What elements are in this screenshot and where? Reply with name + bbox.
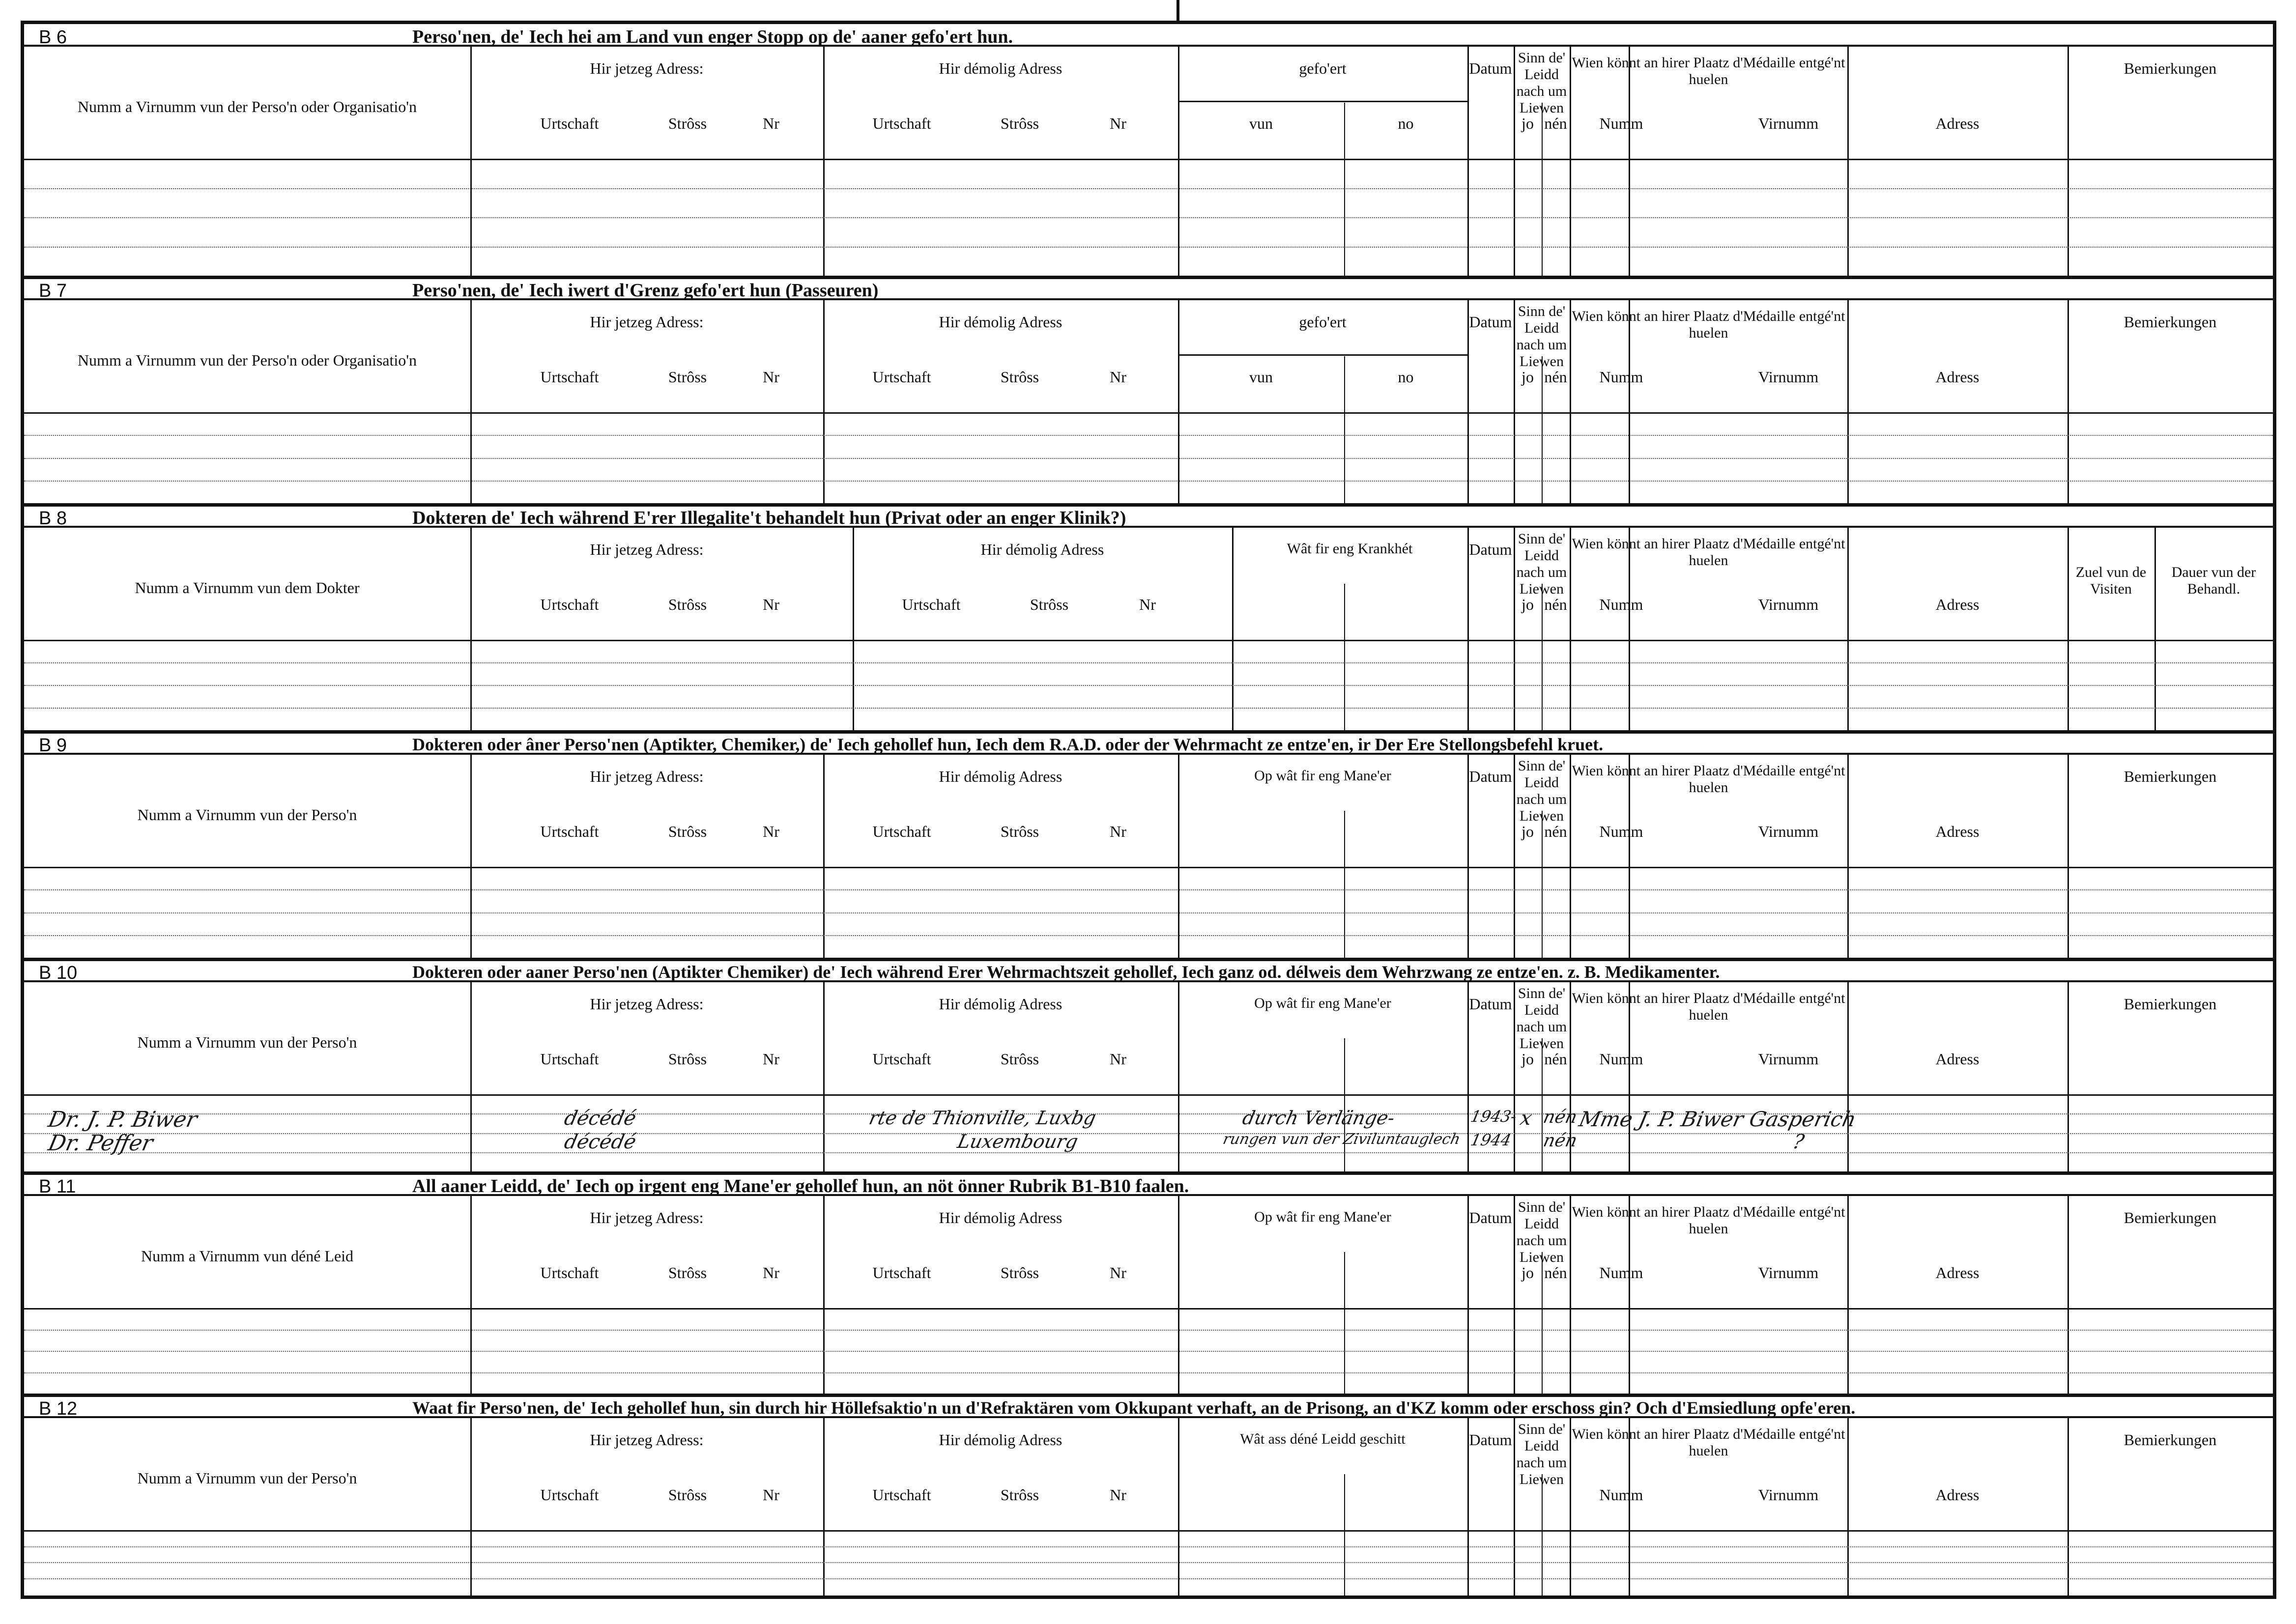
- questionnaire-form: [21, 21, 2276, 1599]
- sub-header-numm: Numm: [1599, 596, 1643, 613]
- column-header-middle: Op wât fir eng Mane'er: [1254, 768, 1391, 784]
- column-header-medal-recipient: Wien könnt an hirer Plaatz d'Médaille entgé'nt huelen: [1572, 1204, 1845, 1237]
- dotted-entry-line: [24, 708, 2273, 709]
- column-divider: [1344, 584, 1345, 732]
- section-code: B 6: [39, 27, 67, 48]
- column-divider: [1232, 528, 1234, 732]
- column-header-name: Numm a Virnumm vun der Perso'n oder Organisatio'n: [77, 351, 417, 369]
- section-b7: [24, 278, 2273, 505]
- dotted-entry-line: [24, 188, 2273, 189]
- column-header-remarks: Bemierkungen: [2124, 313, 2217, 331]
- column-divider: [470, 47, 472, 278]
- sub-header-numm: Numm: [1599, 368, 1643, 386]
- handwritten-date-2: 1944: [1468, 1131, 1513, 1149]
- sub-header-nr: Nr: [1110, 114, 1126, 132]
- sub-header-jo: jo: [1521, 1050, 1534, 1068]
- dotted-entry-line: [24, 1133, 2273, 1134]
- column-header-name: Numm a Virnumm vun der Perso'n: [137, 1469, 357, 1487]
- column-header-remarks: Bemierkungen: [2124, 768, 2217, 785]
- sub-header-adress: Adress: [1935, 1050, 1980, 1068]
- column-divider: [1178, 47, 1179, 278]
- sub-header-urtschaft: Urtschaft: [540, 1486, 599, 1504]
- sub-header-virnumm: Virnumm: [1758, 114, 1819, 132]
- dotted-entry-line: [24, 935, 2273, 936]
- column-header-transport: gefo'ert: [1299, 313, 1347, 331]
- sub-header-adress: Adress: [1935, 368, 1980, 386]
- column-header-datum: Datum: [1469, 1209, 1512, 1226]
- column-divider: [1344, 1252, 1345, 1396]
- sub-header-virnumm: Virnumm: [1758, 823, 1819, 840]
- dotted-entry-line: [24, 662, 2273, 663]
- sub-header-nen: nén: [1544, 368, 1567, 386]
- column-header-current-address: Hir jetzeg Adress:: [590, 1209, 704, 1226]
- sub-header-stross: Strôss: [668, 368, 707, 386]
- handwritten-former-address-1: rte de Thionville, Luxbg: [867, 1107, 1098, 1129]
- sub-header-virnumm: Virnumm: [1758, 368, 1819, 386]
- sub-header-nr: Nr: [763, 1264, 779, 1282]
- column-header-alive: Sinn de' Leidd nach um Liewen: [1516, 758, 1567, 824]
- top-fold-mark: [1177, 0, 1179, 23]
- row-divider: [24, 640, 2273, 641]
- column-divider: [1344, 1474, 1345, 1596]
- column-header-remarks: Bemierkungen: [2124, 995, 2217, 1013]
- column-header-medal-recipient: Wien könnt an hirer Plaatz d'Médaille entgé'nt huelen: [1572, 763, 1845, 796]
- handwritten-alive-jo-1: x: [1518, 1107, 1534, 1130]
- sub-header-numm: Numm: [1599, 114, 1643, 132]
- sub-header-nr: Nr: [1110, 1486, 1126, 1504]
- sub-header-nen: nén: [1544, 823, 1567, 840]
- sub-header-adress: Adress: [1935, 1264, 1980, 1282]
- sub-header-stross: Strôss: [668, 823, 707, 840]
- section-header: [24, 24, 2273, 47]
- column-header-current-address: Hir jetzeg Adress:: [590, 995, 704, 1013]
- section-header: [24, 960, 2273, 982]
- sub-header-no: no: [1398, 368, 1414, 386]
- column-divider: [2067, 528, 2069, 732]
- sub-header-nr: Nr: [1110, 823, 1126, 840]
- handwritten-date-1: 1943-: [1468, 1107, 1519, 1126]
- column-header-medal-recipient: Wien könnt an hirer Plaatz d'Médaille entgé'nt huelen: [1572, 536, 1845, 569]
- sub-header-urtschaft: Urtschaft: [902, 596, 961, 613]
- column-header-alive: Sinn de' Leidd nach um Liewen: [1516, 1421, 1567, 1487]
- sub-header-jo: jo: [1521, 1264, 1534, 1282]
- column-divider: [1344, 811, 1345, 960]
- row-divider: [24, 159, 2273, 160]
- sub-header-stross: Strôss: [668, 1486, 707, 1504]
- column-header-former-address: Hir démolig Adress: [939, 313, 1062, 331]
- sub-header-stross: Strôss: [1030, 596, 1069, 613]
- sub-header-nen: nén: [1544, 114, 1567, 132]
- column-header-remarks: Bemierkungen: [2124, 1209, 2217, 1226]
- sub-header-nr: Nr: [763, 1050, 779, 1068]
- sub-header-urtschaft: Urtschaft: [540, 1264, 599, 1282]
- sub-header-urtschaft: Urtschaft: [872, 114, 931, 132]
- column-header-alive: Sinn de' Leidd nach um Liewen: [1516, 1199, 1567, 1265]
- column-header-former-address: Hir démolig Adress: [939, 995, 1062, 1013]
- dotted-entry-line: [24, 217, 2273, 218]
- column-header-alive: Sinn de' Leidd nach um Liewen: [1516, 50, 1567, 116]
- dotted-entry-line: [24, 1578, 2273, 1579]
- column-header-former-address: Hir démolig Adress: [939, 1431, 1062, 1449]
- section-b6: [24, 24, 2273, 278]
- column-header-former-address: Hir démolig Adress: [980, 541, 1104, 558]
- sub-header-urtschaft: Urtschaft: [540, 596, 599, 613]
- column-header-name: Numm a Virnumm vun dem Dokter: [135, 579, 360, 597]
- column-header-alive: Sinn de' Leidd nach um Liewen: [1516, 303, 1567, 370]
- column-header-name: Numm a Virnumm vun der Perso'n: [137, 1033, 357, 1051]
- sub-header-jo: jo: [1521, 368, 1534, 386]
- column-header-current-address: Hir jetzeg Adress:: [590, 541, 704, 558]
- sub-header-stross: Strôss: [1000, 1264, 1039, 1282]
- column-header-middle: Wât fir eng Krankhét: [1287, 541, 1413, 557]
- column-divider: [1178, 755, 1179, 960]
- sub-header-stross: Strôss: [1000, 368, 1039, 386]
- sub-header-stross: Strôss: [1000, 114, 1039, 132]
- dotted-entry-line: [24, 1372, 2273, 1373]
- column-header-datum: Datum: [1469, 59, 1512, 77]
- column-header-name: Numm a Virnumm vun der Perso'n: [137, 806, 357, 824]
- sub-header-urtschaft: Urtschaft: [872, 1486, 931, 1504]
- column-header-transport: gefo'ert: [1299, 59, 1347, 77]
- section-title: Dokteren oder aaner Perso'nen (Aptikter Chemiker) de' Iech während Erer Wehrmachtszeit gehollef, Iech ganz od. délweis dem Wehrzwang ze entze'en. z. B. Medikamenter.: [412, 962, 1720, 982]
- column-header-current-address: Hir jetzeg Adress:: [590, 768, 704, 785]
- column-header-middle: Op wât fir eng Mane'er: [1254, 995, 1391, 1011]
- sub-header-nr: Nr: [763, 1486, 779, 1504]
- section-header: [24, 505, 2273, 528]
- section-title: Dokteren oder âner Perso'nen (Aptikter, Chemiker,) de' Iech gehollef hun, Iech dem R.A.D. oder der Wehrmacht ze entze'en, ir Der Ere Stellongsbefehl kruet.: [412, 735, 1604, 754]
- column-header-medal-recipient: Wien könnt an hirer Plaatz d'Médaille entgé'nt huelen: [1572, 990, 1845, 1023]
- dotted-entry-line: [24, 685, 2273, 686]
- sub-header-numm: Numm: [1599, 1264, 1643, 1282]
- sub-header-stross: Strôss: [668, 1050, 707, 1068]
- row-divider: [24, 1308, 2273, 1310]
- section-title: All aaner Leidd, de' Iech op irgent eng Mane'er gehollef hun, an nöt önner Rubrik B1-B10 faalen.: [412, 1176, 1189, 1197]
- sub-header-numm: Numm: [1599, 1486, 1643, 1504]
- sub-header-nr: Nr: [1110, 1264, 1126, 1282]
- column-header-medal-recipient: Wien könnt an hirer Plaatz d'Médaille entgé'nt huelen: [1572, 1426, 1845, 1459]
- section-title: Dokteren de' Iech während E'rer Illegalite't behandelt hun (Privat oder an enger Klinik?): [412, 508, 1126, 528]
- section-code: B 11: [39, 1176, 76, 1197]
- dotted-entry-line: [24, 1351, 2273, 1352]
- column-header-current-address: Hir jetzeg Adress:: [590, 1431, 704, 1449]
- dotted-entry-line: [24, 1562, 2273, 1563]
- sub-header-nr: Nr: [1110, 1050, 1126, 1068]
- row-divider: [1178, 354, 1467, 356]
- column-header-medal-recipient: Wien könnt an hirer Plaatz d'Médaille entgé'nt huelen: [1572, 308, 1845, 341]
- sub-header-urtschaft: Urtschaft: [872, 1050, 931, 1068]
- handwritten-name-2: Dr. Peffer: [46, 1131, 155, 1156]
- row-divider: [24, 867, 2273, 868]
- column-divider: [2067, 47, 2069, 278]
- dotted-entry-line: [24, 1152, 2273, 1153]
- handwritten-manner-1: durch Verlänge-: [1240, 1107, 1397, 1129]
- column-header-datum: Datum: [1469, 1431, 1512, 1449]
- section-header: [24, 1173, 2273, 1196]
- sub-header-nr: Nr: [763, 596, 779, 613]
- column-divider: [1542, 1474, 1543, 1596]
- column-header-datum: Datum: [1469, 541, 1512, 558]
- sub-header-stross: Strôss: [668, 114, 707, 132]
- handwritten-medal-recipient-1: Mme J. P. Biwer Gasperich: [1577, 1107, 1859, 1131]
- sub-header-nr: Nr: [763, 368, 779, 386]
- column-header-alive: Sinn de' Leidd nach um Liewen: [1516, 531, 1567, 597]
- section-title: Perso'nen, de' Iech iwert d'Grenz gefo'ert hun (Passeuren): [412, 280, 879, 301]
- sub-header-adress: Adress: [1935, 823, 1980, 840]
- sub-header-numm: Numm: [1599, 823, 1643, 840]
- handwritten-former-address-2: Luxembourg: [955, 1131, 1080, 1152]
- column-header-alive: Sinn de' Leidd nach um Liewen: [1516, 985, 1567, 1052]
- section-title: Perso'nen, de' Iech hei am Land vun enger Stopp op de' aaner gefo'ert hun.: [412, 27, 1013, 47]
- dotted-entry-line: [24, 1113, 2273, 1114]
- section-b9: [24, 732, 2273, 960]
- section-code: B 10: [39, 963, 78, 983]
- column-header-treatment: Dauer vun der Behandl.: [2171, 564, 2256, 597]
- row-divider: [24, 1530, 2273, 1532]
- sub-header-urtschaft: Urtschaft: [872, 823, 931, 840]
- section-code: B 12: [39, 1398, 78, 1419]
- sub-header-virnumm: Virnumm: [1758, 1486, 1819, 1504]
- handwritten-name-1: Dr. J. P. Biwer: [46, 1107, 200, 1132]
- sub-header-stross: Strôss: [1000, 1486, 1039, 1504]
- sub-header-urtschaft: Urtschaft: [540, 1050, 599, 1068]
- dotted-entry-line: [24, 1546, 2273, 1547]
- sub-header-numm: Numm: [1599, 1050, 1643, 1068]
- column-header-datum: Datum: [1469, 995, 1512, 1013]
- column-divider: [1178, 1196, 1179, 1396]
- column-header-middle: Wât ass déné Leidd geschitt: [1240, 1431, 1406, 1447]
- column-header-remarks: Bemierkungen: [2124, 59, 2217, 77]
- column-header-middle: Op wât fir eng Mane'er: [1254, 1209, 1391, 1225]
- sub-header-stross: Strôss: [668, 1264, 707, 1282]
- sub-header-adress: Adress: [1935, 596, 1980, 613]
- row-divider: [1178, 101, 1467, 102]
- section-b8: [24, 505, 2273, 732]
- column-header-current-address: Hir jetzeg Adress:: [590, 313, 704, 331]
- handwritten-alive-nen-2: nén: [1541, 1131, 1579, 1151]
- sub-header-vun: vun: [1249, 368, 1273, 386]
- sub-header-jo: jo: [1521, 114, 1534, 132]
- column-header-current-address: Hir jetzeg Adress:: [590, 59, 704, 77]
- column-header-name: Numm a Virnumm vun der Perso'n oder Organisatio'n: [77, 98, 417, 115]
- section-title: Waat fir Perso'nen, de' Iech gehollef hun, sin durch hir Höllefsaktio'n un d'Refraktären vom Okkupant verhaft, an de Prisong, an d'KZ komm oder erschoss gin? Och d'Emsiedlung opfe'eren.: [412, 1398, 1856, 1418]
- column-divider: [823, 47, 825, 278]
- sub-header-virnumm: Virnumm: [1758, 1264, 1819, 1282]
- handwritten-medal-recipient-2: ?: [1791, 1131, 1807, 1153]
- column-header-datum: Datum: [1469, 313, 1512, 331]
- dotted-entry-line: [24, 458, 2273, 459]
- sub-header-stross: Strôss: [668, 596, 707, 613]
- column-header-former-address: Hir démolig Adress: [939, 59, 1062, 77]
- sub-header-virnumm: Virnumm: [1758, 1050, 1819, 1068]
- dotted-entry-line: [24, 912, 2273, 913]
- sub-header-nen: nén: [1544, 1264, 1567, 1282]
- dotted-entry-line: [24, 889, 2273, 890]
- column-header-visits: Zuel vun de Visiten: [2075, 564, 2147, 597]
- row-divider: [24, 1094, 2273, 1096]
- section-code: B 9: [39, 735, 67, 756]
- sub-header-adress: Adress: [1935, 1486, 1980, 1504]
- dotted-entry-line: [24, 247, 2273, 248]
- sub-header-urtschaft: Urtschaft: [872, 368, 931, 386]
- section-b11: [24, 1173, 2273, 1396]
- sub-header-jo: jo: [1521, 596, 1534, 613]
- sub-header-virnumm: Virnumm: [1758, 596, 1819, 613]
- sub-header-adress: Adress: [1935, 114, 1980, 132]
- column-header-remarks: Bemierkungen: [2124, 1431, 2217, 1449]
- handwritten-current-address-1: décédé: [562, 1107, 638, 1130]
- sub-header-no: no: [1398, 114, 1414, 132]
- handwritten-alive-nen-1: nén: [1541, 1107, 1579, 1127]
- sub-header-urtschaft: Urtschaft: [540, 823, 599, 840]
- sub-header-nr: Nr: [763, 823, 779, 840]
- column-divider: [1467, 47, 1469, 278]
- section-header: [24, 1396, 2273, 1418]
- sub-header-jo: jo: [1521, 823, 1534, 840]
- column-divider: [2154, 528, 2156, 732]
- section-header: [24, 732, 2273, 755]
- sub-header-urtschaft: Urtschaft: [872, 1264, 931, 1282]
- section-b10: [24, 960, 2273, 1173]
- sub-header-nen: nén: [1544, 596, 1567, 613]
- section-code: B 8: [39, 508, 67, 529]
- sub-header-stross: Strôss: [1000, 823, 1039, 840]
- dotted-entry-line: [24, 435, 2273, 436]
- sub-header-nr: Nr: [763, 114, 779, 132]
- sub-header-urtschaft: Urtschaft: [540, 368, 599, 386]
- sub-header-vun: vun: [1249, 114, 1273, 132]
- dotted-entry-line: [24, 1330, 2273, 1331]
- section-b12: [24, 1396, 2273, 1596]
- column-header-name: Numm a Virnumm vun déné Leid: [141, 1247, 354, 1265]
- sub-header-urtschaft: Urtschaft: [540, 114, 599, 132]
- column-header-datum: Datum: [1469, 768, 1512, 785]
- section-code: B 7: [39, 281, 67, 301]
- row-divider: [24, 412, 2273, 414]
- column-header-former-address: Hir démolig Adress: [939, 768, 1062, 785]
- sub-header-stross: Strôss: [1000, 1050, 1039, 1068]
- handwritten-current-address-2: décédé: [562, 1131, 638, 1153]
- column-header-former-address: Hir démolig Adress: [939, 1209, 1062, 1226]
- sub-header-nen: nén: [1544, 1050, 1567, 1068]
- sub-header-nr: Nr: [1110, 368, 1126, 386]
- handwritten-manner-2: rungen vun der Ziviluntauglech: [1221, 1131, 1462, 1148]
- section-header: [24, 278, 2273, 300]
- sub-header-nr: Nr: [1139, 596, 1156, 613]
- dotted-entry-line: [24, 481, 2273, 482]
- column-header-medal-recipient: Wien könnt an hirer Plaatz d'Médaille entgé'nt huelen: [1572, 55, 1845, 87]
